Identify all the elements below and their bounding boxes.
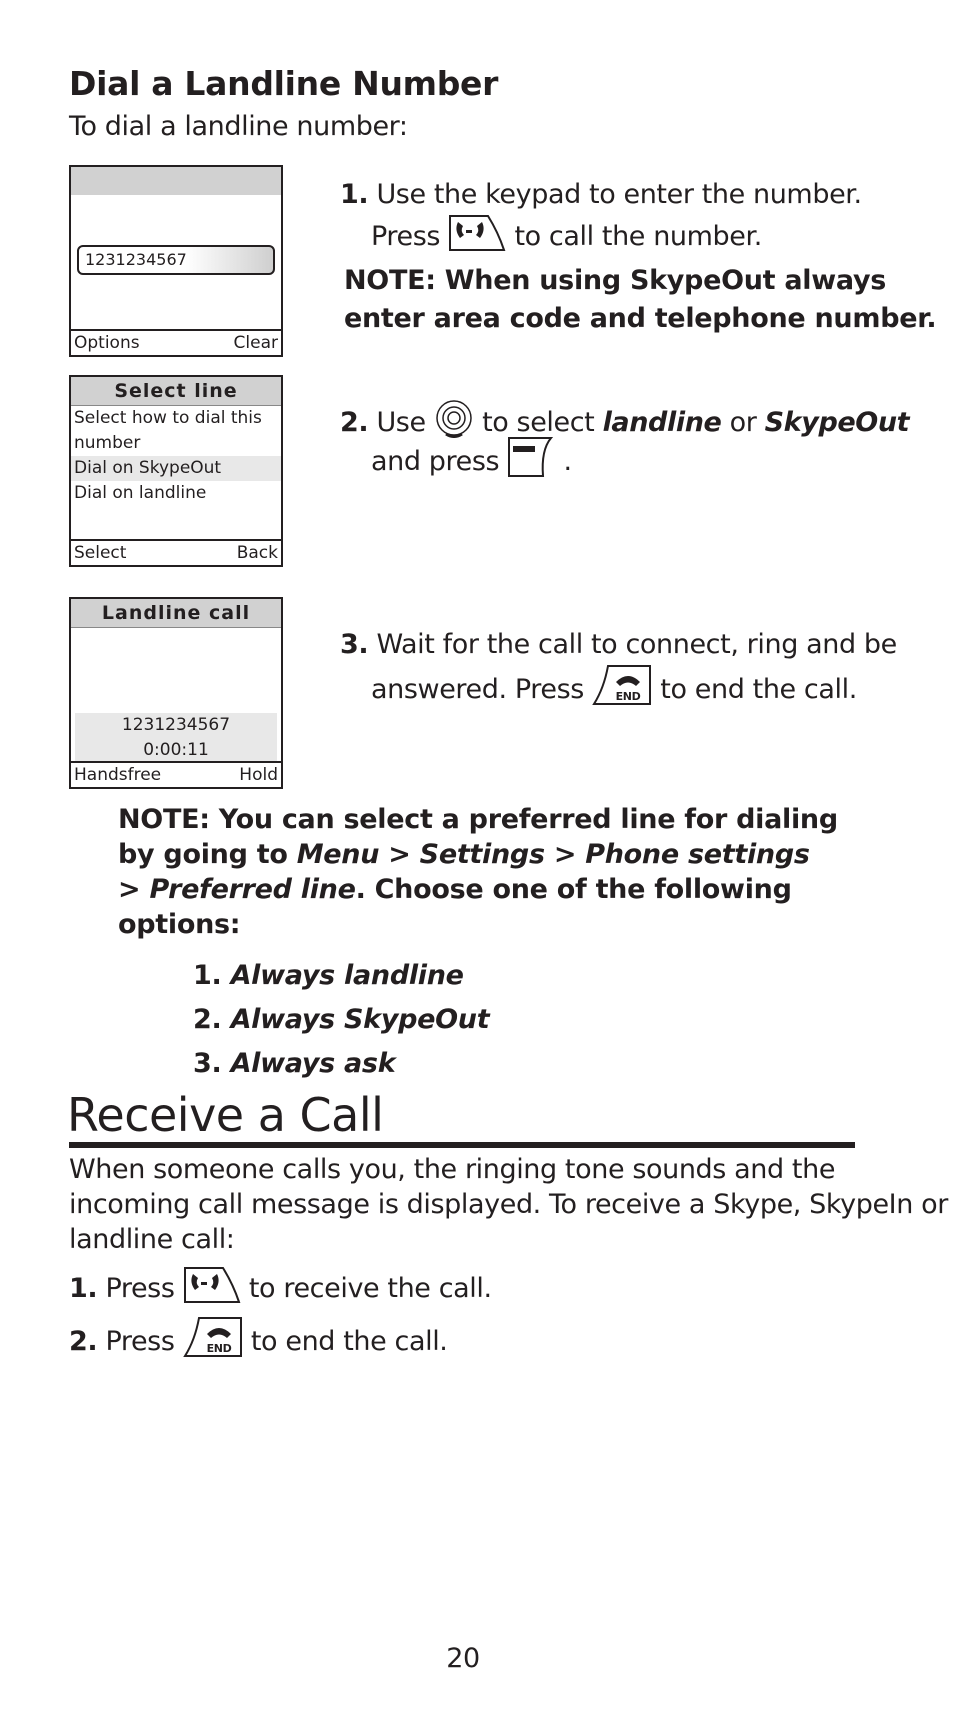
- phone-screen-landline-call: [69, 597, 283, 789]
- screen-text-line: number: [74, 433, 141, 453]
- step-text: to call the number.: [514, 221, 762, 252]
- softkey-back[interactable]: Back: [236, 543, 278, 563]
- softkey-handsfree[interactable]: Handsfree: [74, 765, 162, 785]
- step-number: 1.: [340, 179, 369, 210]
- option-landline: landline: [602, 407, 722, 438]
- end-key-label: END: [206, 1342, 232, 1355]
- note-line: NOTE: You can select a preferred line for dialing: [118, 804, 838, 835]
- call-number: 1231234567: [121, 715, 231, 735]
- page-number: 20: [446, 1643, 480, 1674]
- list-item: 3. Always ask: [193, 1048, 396, 1079]
- receive-step-1: [69, 1264, 492, 1315]
- option-skypeout: SkypeOut: [764, 407, 910, 438]
- step-text: to end the call.: [250, 1326, 448, 1357]
- menu-path-phone-settings: Phone settings: [585, 839, 810, 870]
- screen-softkeys: [71, 539, 281, 565]
- step-text: Press: [371, 221, 441, 252]
- step-text: or: [729, 407, 757, 438]
- step-1-press-line: [371, 212, 762, 263]
- screen-title: Select line: [71, 377, 281, 406]
- step-number: 3.: [340, 629, 369, 660]
- step-text: Press: [105, 1326, 175, 1357]
- step-text: to receive the call.: [248, 1273, 492, 1304]
- softkey-select[interactable]: Select: [74, 543, 127, 563]
- step-2-press-line: [371, 436, 572, 489]
- paragraph-line: When someone calls you, the ringing tone sounds and the: [69, 1154, 836, 1185]
- screen-softkeys: [71, 329, 281, 355]
- step-text: Use the keypad to enter the number.: [376, 179, 862, 210]
- end-key-icon: [592, 664, 652, 717]
- step-1: [340, 176, 862, 214]
- receive-step-2: [69, 1316, 447, 1369]
- note-line: NOTE: When using SkypeOut always: [344, 265, 887, 296]
- phone-screen-dial: [69, 165, 283, 357]
- talk-key-icon: [183, 1264, 241, 1315]
- step-number: 2.: [340, 407, 369, 438]
- step-3: [340, 626, 897, 664]
- screen-softkeys: [71, 761, 281, 787]
- note-preferred-line: [118, 802, 838, 942]
- screen-text-line: Select how to dial this: [74, 408, 262, 428]
- note-skypeout-area-code: [344, 262, 936, 338]
- left-softkey-icon: [507, 436, 555, 489]
- screen-title: Landline call: [71, 599, 281, 628]
- softkey-options[interactable]: Options: [74, 333, 140, 353]
- receive-paragraph: [69, 1152, 948, 1257]
- end-key-label: END: [615, 690, 641, 703]
- dial-intro: To dial a landline number:: [69, 111, 408, 142]
- menu-path-menu: Menu: [296, 839, 380, 870]
- paragraph-line: incoming call message is displayed. To receive a Skype, SkypeIn or: [69, 1189, 948, 1220]
- phone-screen-select-line: [69, 375, 283, 567]
- step-text: Press: [105, 1273, 175, 1304]
- menu-path-preferred-line: Preferred line: [149, 874, 356, 905]
- step-3-press-line: [371, 664, 857, 717]
- section-heading-dial: Dial a Landline Number: [69, 64, 499, 103]
- call-timer: 0:00:11: [143, 740, 209, 760]
- section-rule: [69, 1142, 855, 1148]
- number-entry-field: 1231234567: [77, 245, 275, 275]
- menu-option-skypeout[interactable]: Dial on SkypeOut: [71, 456, 281, 481]
- step-number: 1.: [69, 1273, 98, 1304]
- note-line: options:: [118, 909, 241, 940]
- step-text: Wait for the call to connect, ring and be: [376, 629, 897, 660]
- note-line: > Preferred line. Choose one of the following: [118, 874, 792, 905]
- preferred-line-options: [193, 954, 489, 1086]
- menu-path-settings: Settings: [419, 839, 545, 870]
- softkey-hold[interactable]: Hold: [239, 765, 278, 785]
- section-heading-receive: Receive a Call: [67, 1088, 384, 1142]
- step-text: Use: [376, 407, 426, 438]
- list-item: 2. Always SkypeOut: [193, 1004, 490, 1035]
- paragraph-line: landline call:: [69, 1224, 235, 1255]
- menu-option-landline[interactable]: Dial on landline: [74, 483, 207, 503]
- step-number: 2.: [69, 1326, 98, 1357]
- end-key-icon: [183, 1316, 243, 1369]
- step-text: to end the call.: [660, 674, 857, 705]
- step-text: .: [563, 446, 572, 477]
- note-line: enter area code and telephone number.: [344, 303, 937, 334]
- screen-title-bar: [71, 167, 281, 195]
- note-line: by going to Menu > Settings > Phone settings: [118, 839, 810, 870]
- step-text: to select: [482, 407, 595, 438]
- talk-key-icon: [448, 212, 506, 263]
- softkey-clear[interactable]: Clear: [233, 333, 278, 353]
- step-text: answered.: [371, 674, 507, 705]
- list-item: 1. Always landline: [193, 960, 464, 991]
- step-text: and press: [371, 446, 500, 477]
- step-text: Press: [514, 674, 584, 705]
- call-info-panel: [75, 713, 277, 763]
